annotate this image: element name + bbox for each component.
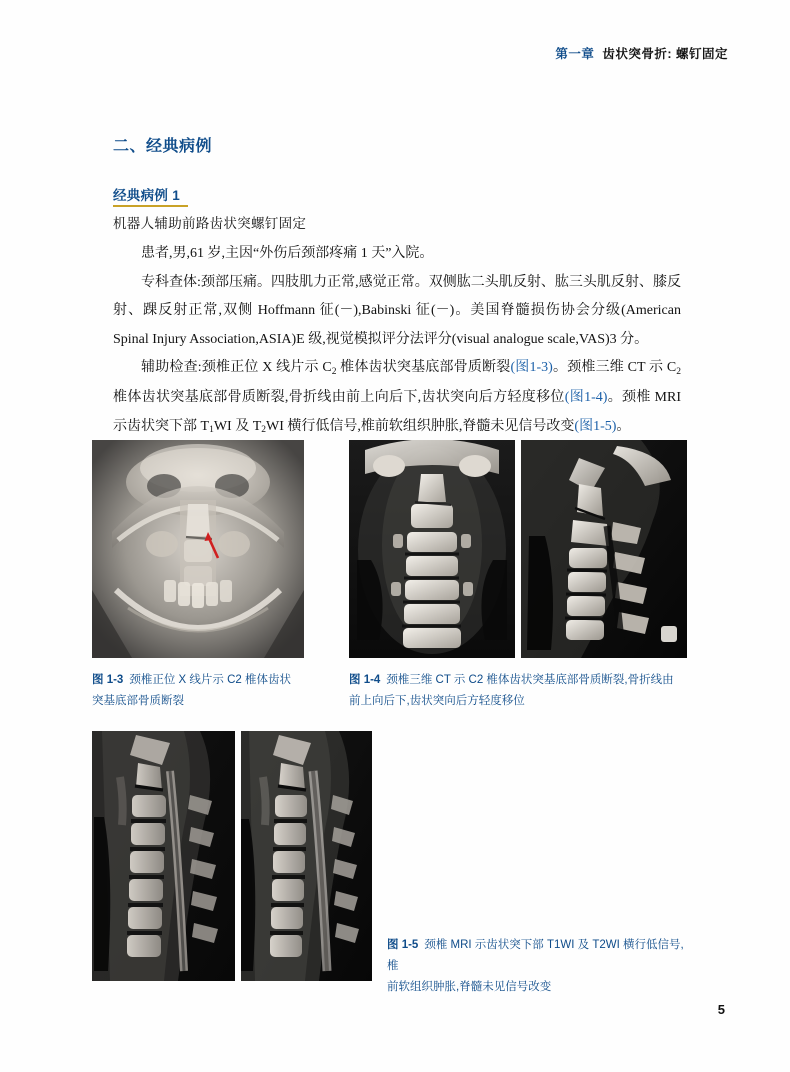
caption-text-1-5-line1: 颈椎 MRI 示齿状突下部 T1WI 及 T2WI 横行低信号,椎 [387, 939, 684, 972]
case-title: 机器人辅助前路齿状突螺钉固定 [113, 216, 307, 231]
figure-cervical-ct-sagittal [521, 440, 687, 658]
figure-cervical-mri-t1 [92, 731, 235, 981]
section-heading: 二、经典病例 [113, 138, 213, 155]
case-body-text [113, 240, 681, 442]
caption-text-1-5-line2: 前软组织肿胀,脊髓未见信号改变 [387, 981, 552, 993]
figure-cervical-mri-t2 [241, 731, 372, 981]
caption-figure-1-4 [349, 670, 689, 712]
case-label: 经典病例 1 [113, 188, 181, 203]
figure-cervical-ct-coronal [349, 440, 515, 658]
running-header [555, 44, 728, 62]
caption-text-1-3-line2: 突基底部骨质断裂 [92, 695, 184, 707]
caption-text-1-4-line2: 前上向后下,齿状突向后方轻度移位 [349, 695, 525, 707]
case-underline-rule [113, 205, 188, 207]
caption-number-1-5: 图 1-5 [387, 939, 419, 951]
caption-number-1-4: 图 1-4 [349, 674, 381, 686]
page-number: 5 [717, 1002, 725, 1017]
header-chapter: 第一章 [555, 47, 595, 61]
caption-text-1-3-line1: 颈椎正位 X 线片示 C2 椎体齿状 [129, 674, 291, 686]
caption-number-1-3: 图 1-3 [92, 674, 124, 686]
paragraph-imaging: 辅助检查:颈椎正位 X 线片示 $C_2$ 椎体齿状突基底部骨质断裂(图1-3)。颈椎三维 CT 示 $C_2$ 椎体齿状突基底部骨质断裂,骨折线由前上向后下,齿状突向后方轻度移位(图1-4)。颈椎 MRI 示齿状突下部 $T_1WI$ 及 $T_2WI$ 横行低信号,椎前软组织肿胀,脊髓未见信号改变(图1-5)。 [113, 360, 681, 436]
figure-cervical-ap-xray [92, 440, 304, 658]
paragraph-patient: 患者,男,61 岁,主因“外伤后颈部疼痛 1 天”入院。 [141, 246, 434, 261]
caption-figure-1-5 [387, 935, 689, 998]
caption-figure-1-3 [92, 670, 317, 712]
paragraph-examination: 专科查体:颈部压痛。四肢肌力正常,感觉正常。双侧肱二头肌反射、肱三头肌反射、膝反射、踝反射正常,双侧 Hoffmann 征(－),Babinski 征(－)。美国脊髓损伤协会分级(American Spinal Injury Association,ASIA)E 级,视觉模拟评分法评分(visual analogue scale,VAS)3 分。 [113, 274, 681, 347]
caption-text-1-4-line1: 颈椎三维 CT 示 C2 椎体齿状突基底部骨质断裂,骨折线由 [386, 674, 674, 686]
header-chapter-title: 齿状突骨折: 螺钉固定 [602, 47, 728, 61]
